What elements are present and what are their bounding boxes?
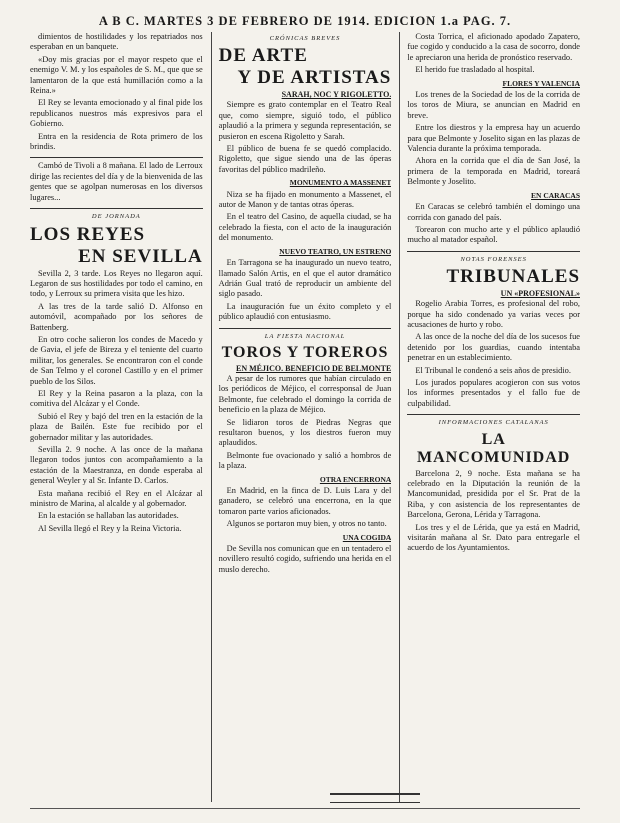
column-3 bbox=[399, 32, 580, 802]
paragraph: Costa Torrica, el aficionado apodado Zapatero, fue cogido y conducido a la casa de socorro, donde le apreciaron una herida de pronóstico reservado. bbox=[407, 32, 581, 62]
side-head: NUEVO TEATRO, UN ESTRENO bbox=[279, 246, 392, 256]
paragraph: A las tres de la tarde salió D. Alfonso en automóvil, acompañado por los señores de Battenberg. bbox=[30, 301, 203, 332]
paragraph: En la estación se hallaban las autoridades. bbox=[38, 511, 179, 521]
headline-en-sevilla: EN SEVILLA bbox=[78, 245, 203, 267]
paragraph: Torearon con mucho arte y el público aplaudió mucho al matador español. bbox=[407, 224, 581, 245]
paragraph: El Tribunal le condenó a seis años de presidio. bbox=[415, 365, 571, 375]
paragraph: Siempre es grato contemplar en el Teatro Real que, como siempre, siguió todo, el público aplaudió a la primera y segunda representación, se pusieron en escena Rigoletto y Sarah. bbox=[218, 100, 392, 141]
paragraph: Entra en la residencia de Rota primero de los brindis. bbox=[30, 131, 203, 152]
headline-los-reyes: LOS REYES bbox=[30, 223, 146, 245]
section-label: LA FIESTA NACIONAL bbox=[264, 332, 346, 340]
paragraph: Subió el Rey y bajó del tren en la estación de la plaza de Bailén. Este fue recibido por el gobernador militar y las autoridades. bbox=[30, 411, 203, 442]
bottom-rule bbox=[30, 808, 580, 809]
side-head: EN CARACAS bbox=[531, 190, 581, 200]
paragraph: Los tres y el de Lérida, que ya está en Madrid, visitarán mañana al Sr. Dato para entregarle el acuerdo de los Ayuntamientos. bbox=[407, 522, 581, 553]
paragraph: Niza se ha fijado en monumento a Massenet, el autor de Manon y de tantas otras óperas. bbox=[218, 189, 392, 210]
divider bbox=[407, 414, 580, 415]
ornament-divider bbox=[330, 793, 420, 803]
paragraph: Algunos se portaron muy bien, y otros no tanto. bbox=[226, 519, 387, 529]
side-head: MONUMENTO A MASSENET bbox=[289, 178, 392, 188]
column-1 bbox=[30, 32, 203, 802]
paragraph: Ahora en la corrida que el día de San José, la primera de la temporada en Madrid, toreará Belmonte y Joselito. bbox=[407, 156, 581, 187]
paragraph: Esta mañana recibió el Rey en el Alcázar al ministro de Marina, al alcalde y al gobernador. bbox=[30, 488, 203, 509]
headline-toros-y-toreros: TOROS Y TOREROS bbox=[221, 343, 389, 361]
subheadline: UN «PROFESIONAL» bbox=[500, 289, 581, 299]
divider bbox=[30, 157, 203, 158]
paragraph: En Madrid, en la finca de D. Luis Lara y del ganadero, se celebró una encerrona, en la que tomaron parte varios aficionados. bbox=[218, 486, 392, 516]
paragraph: En el teatro del Casino, de aquella ciudad, se ha celebrado la fiesta, con el acto de la inauguración del monumento. bbox=[218, 212, 392, 243]
paragraph: En Tarragona se ha inaugurado un nuevo teatro, llamado Salón Artis, en el que el autor dramático Adrián Gual trató de reproducir un ambiente del siglo pasado. bbox=[218, 258, 392, 299]
paragraph: Entre los diestros y la empresa hay un acuerdo para que Belmonte y Joselito sigan en las plazas de Valencia durante la próxima temporada. bbox=[407, 123, 581, 154]
paragraph: El público de buena fe se quedó complacido. Rigoletto, que sigue siendo una de las óperas favoritas del público madrileño. bbox=[218, 144, 392, 174]
paragraph: En otro coche salieron los condes de Macedo y de Gavia, el jefe de Bireza y el teniente del cuarto militar, los generales. Se encontraron con el conde de San Telmo y el coronel Castillo y en el primer pueblo de los Silos. bbox=[30, 334, 203, 386]
side-head: OTRA ENCERRONA bbox=[319, 474, 392, 484]
paragraph: Los trenes de la Sociedad de los de la corrida de los toros de Miura, se anuncian en Madrid en breve. bbox=[407, 90, 581, 120]
paragraph: El Rey se levanta emocionado y al final pide los republicanos nuestros más expresivos para el Gobierno. bbox=[30, 98, 203, 129]
headline-de-arte: DE ARTE bbox=[218, 45, 308, 67]
subheadline: EN MÉJICO. BENEFICIO DE BELMONTE bbox=[235, 363, 392, 373]
paragraph: El Rey y la Reina pasaron a la plaza, con la comitiva del Alcázar y el Conde. bbox=[30, 388, 203, 409]
paragraph: Sevilla 2. 9 noche. A las once de la mañana llegaron todos juntos con acompañamiento a la estación de la Maestranza, en donde esperaba al general Weyler y al Sr. Infante D. Carlos. bbox=[30, 445, 203, 486]
paragraph: «Doy mis gracias por el mayor respeto que el enemigo V. M. y los españoles de S. M., que que se lamentaron de la que está humillación como a la Reina.» bbox=[30, 54, 203, 96]
paragraph: Sevilla 2, 3 tarde. Los Reyes no llegaron aquí. Legaron de sus hostilidades por todo el camino, en todo, y Lerroux su primera visita que les hizo. bbox=[30, 268, 203, 299]
side-head: UNA COGIDA bbox=[342, 532, 392, 542]
running-head: A B C. MARTES 3 DE FEBRERO DE 1914. EDICION 1.a PAG. 7. bbox=[98, 14, 512, 28]
paragraph: Al Sevilla llegó el Rey y la Reina Victoria. bbox=[38, 523, 182, 533]
section-label: DE JORNADA bbox=[91, 213, 141, 221]
paragraph: El herido fue trasladado al hospital. bbox=[415, 65, 535, 75]
divider bbox=[30, 208, 203, 209]
headline-y-de-artistas: Y DE ARTISTAS bbox=[237, 67, 392, 89]
paragraph: A pesar de los rumores que habían circulado en los periódicos de Méjico, el corresponsal de Juan Belmonte, fue celebrado el domingo la corrida de beneficio en la plaza de Méjico. bbox=[218, 373, 392, 415]
paragraph: dimientos de hostilidades y los repatriados nos esperaban en un banquete. bbox=[30, 32, 203, 52]
paragraph: En Caracas se celebró también el domingo una corrida con ganado del país. bbox=[407, 202, 581, 222]
headline-tribunales: TRIBUNALES bbox=[446, 266, 581, 288]
paragraph: Belmonte fue ovacionado y salió a hombros de la plaza. bbox=[218, 450, 392, 471]
col1-top-text bbox=[30, 32, 203, 152]
paragraph: De Sevilla nos comunican que en un tentadero el novillero resultó cogido, sufriendo una herida en el muslo derecho. bbox=[218, 544, 392, 574]
paragraph: Barcelona 2, 9 noche. Esta mañana se ha celebrado en la Diputación la reunión de la Mancomunidad, presidida por el Sr. Prat de la Riba, y con asistencia de los representantes de Barcelona, Gerona, Lérida y Tarragona. bbox=[407, 468, 581, 520]
paragraph: Rogelio Arabia Torres, es profesional del robo, porque ha sido condenado ya varias veces por acusaciones de hurto y robo. bbox=[407, 299, 581, 329]
col1-sevilla-text bbox=[30, 269, 203, 535]
paragraph: Cambó de Tivoli a 8 mañana. El lado de Lerroux dirige las recientes del día y de la bienvenida de las gentes que se agolpan numerosas en los diversos lugares... bbox=[30, 161, 203, 202]
section-label: CRÓNICAS BREVES bbox=[269, 35, 341, 42]
side-head: FLORES Y VALENCIA bbox=[502, 78, 581, 88]
divider bbox=[407, 251, 580, 252]
headline-la-mancomunidad: LA MANCOMUNIDAD bbox=[417, 430, 571, 466]
paragraph: A las once de la noche del día de los sucesos fue detenido por los guardias, cuando intentaba penetrar en un establecimiento. bbox=[407, 332, 581, 363]
divider bbox=[219, 328, 392, 329]
column-2 bbox=[211, 32, 392, 802]
section-label: NOTAS FORENSES bbox=[460, 255, 527, 263]
section-label: INFORMACIONES CATALANAS bbox=[438, 419, 549, 427]
subheadline: SARAH, NOC Y RIGOLETTO. bbox=[281, 90, 392, 100]
paragraph: Se lidiaron toros de Piedras Negras que resultaron buenos, y los diestros fueron muy aplaudidos. bbox=[218, 417, 392, 448]
paragraph: La inauguración fue un éxito completo y el público aplaudió con entusiasmo. bbox=[218, 301, 392, 322]
paragraph: Los jurados populares acogieron con sus votos los informes presentados y el fallo fue de culpabilidad. bbox=[407, 377, 581, 408]
columns bbox=[30, 32, 580, 802]
